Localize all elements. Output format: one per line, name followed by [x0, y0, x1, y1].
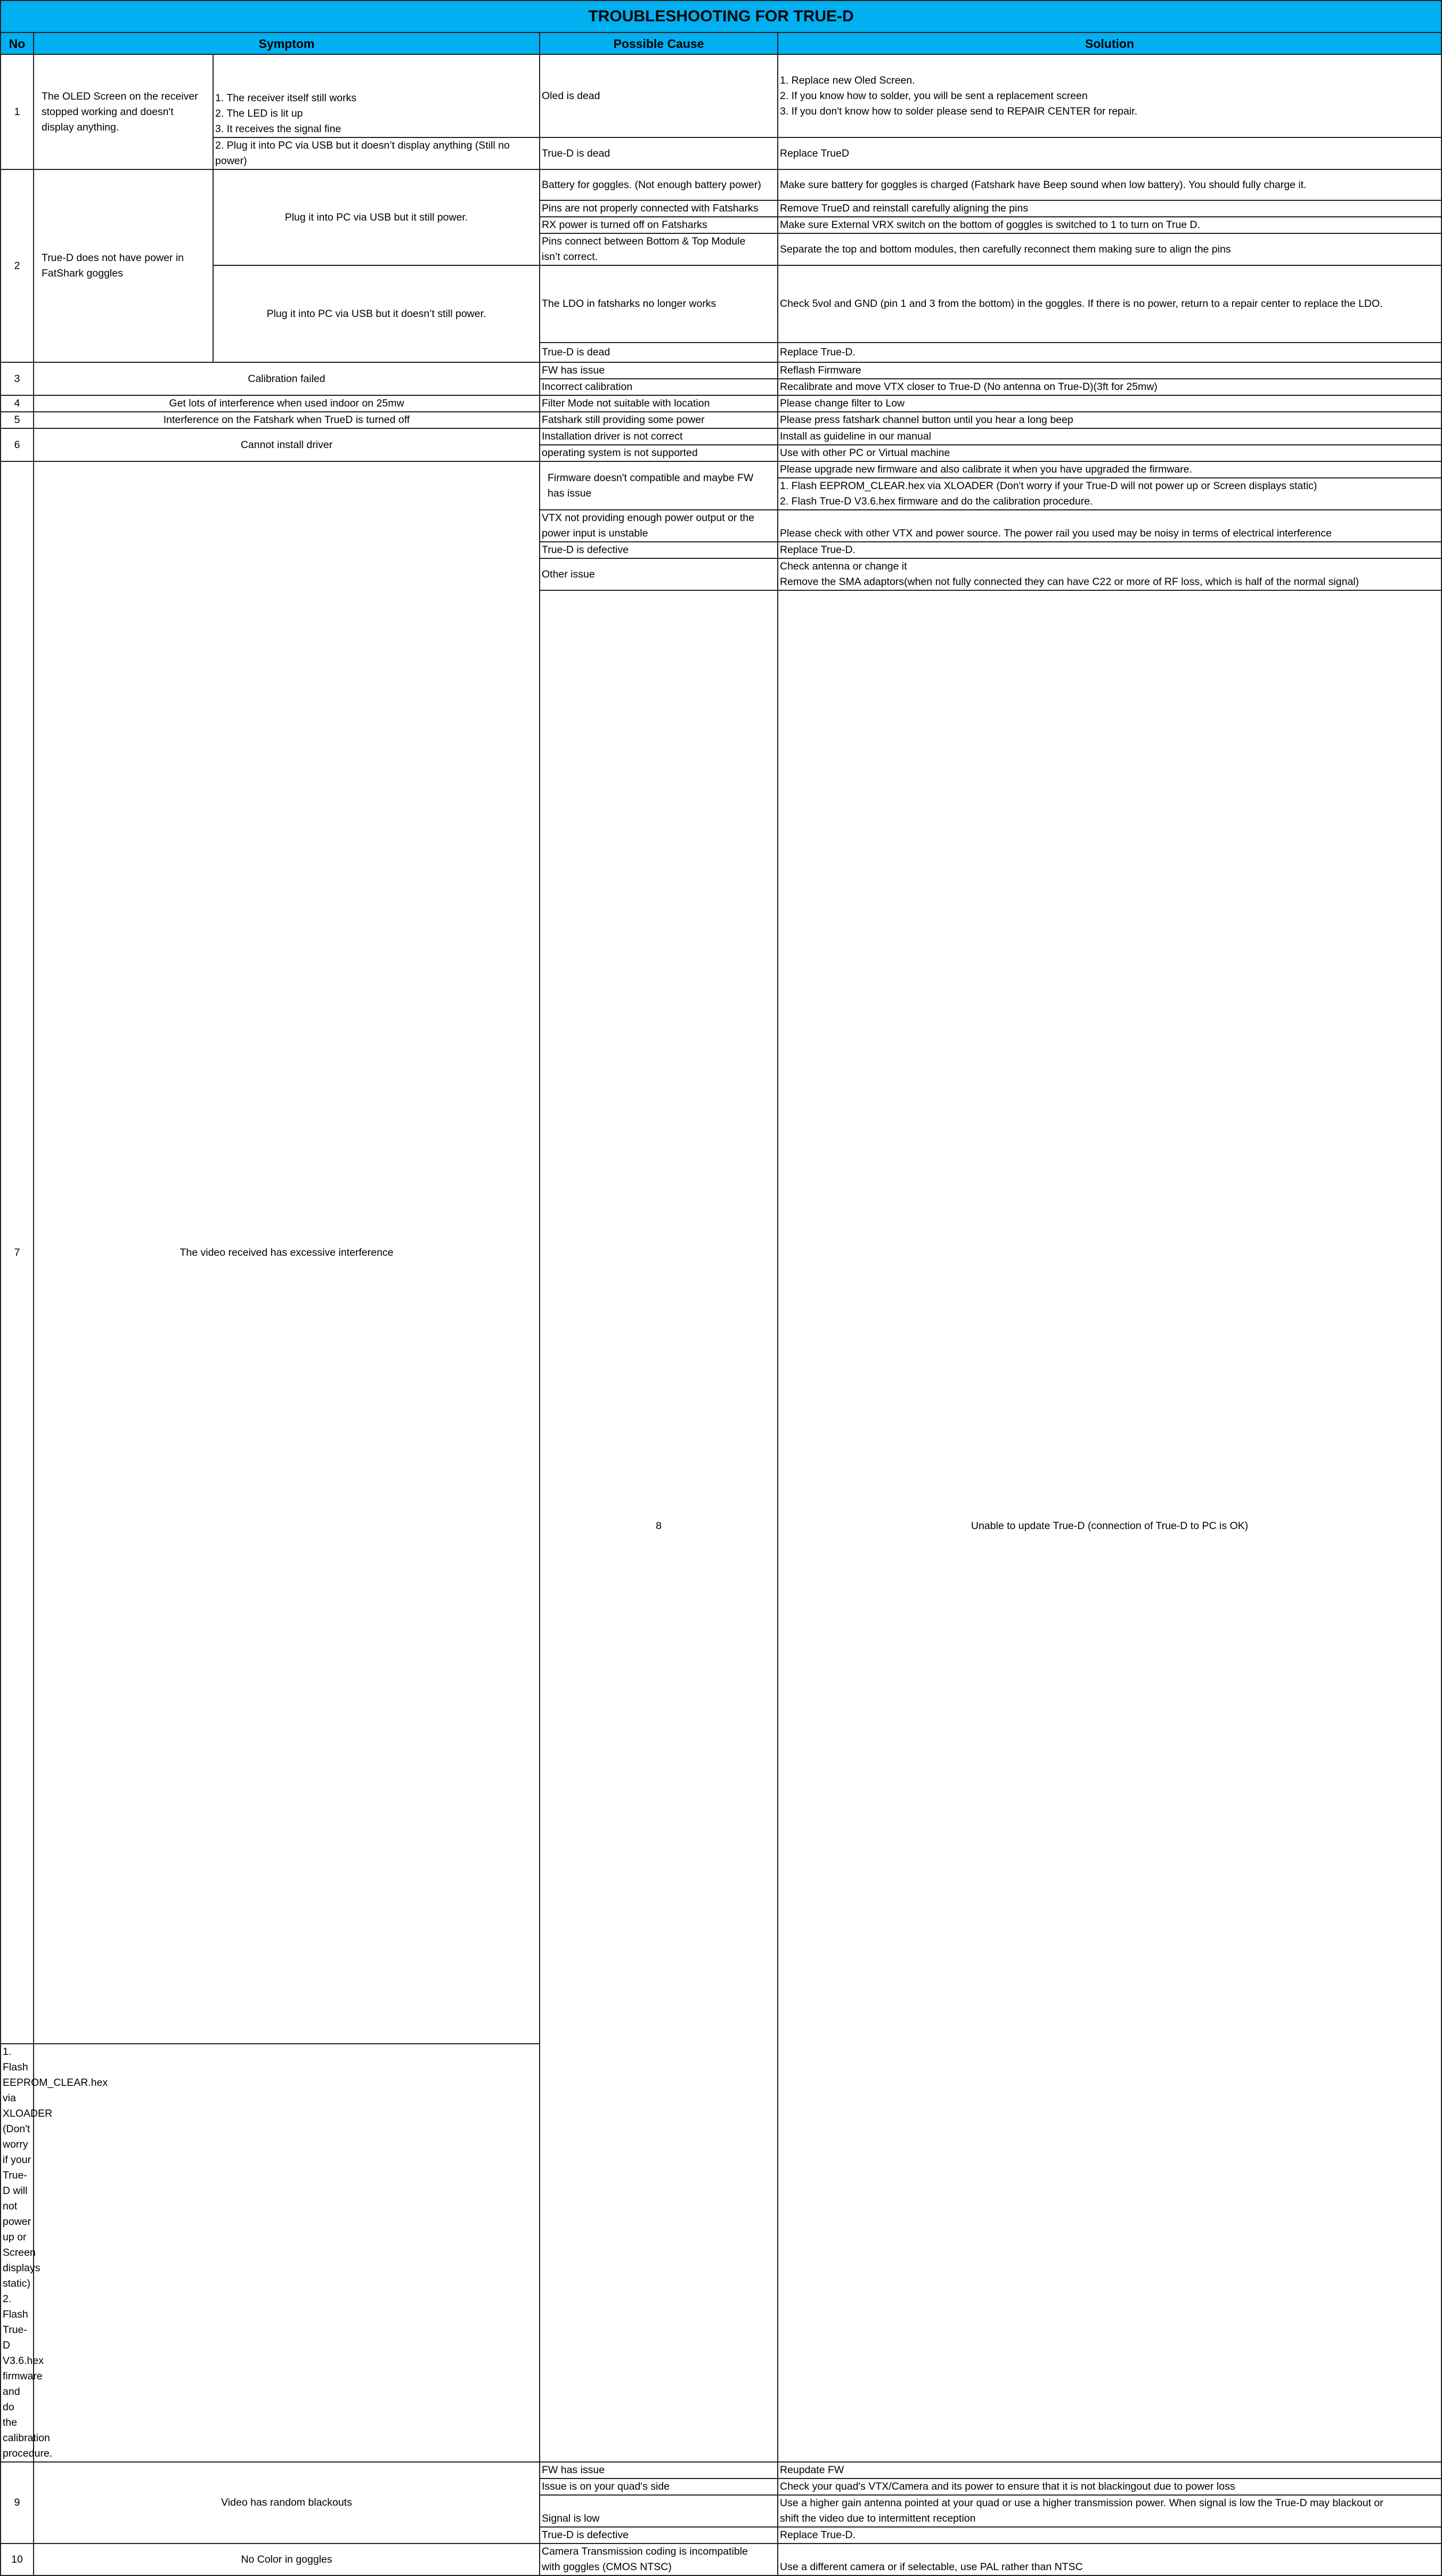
cause-cell: True-D is defective [540, 2527, 778, 2544]
row-number: 4 [1, 395, 34, 412]
cause-cell: Oled is dead [540, 54, 778, 137]
table-row [1, 2544, 1441, 2575]
solution-cell: 1. Flash EEPROM_CLEAR.hex via XLOADER (Don't worry if your True-D will not power up or Screen displays static) 2. Flash True-D V3.6.hex firmware and do the calibration procedure. [778, 478, 1441, 510]
solution-cell: 1. Flash EEPROM_CLEAR.hex via XLOADER (Don't worry if your True-D will not power up or Screen displays static) 2. Flash True-D V3.6.hex firmware and do the calibration procedure. [1, 2044, 34, 2462]
table-row [1, 169, 1441, 200]
header-no: No [1, 32, 34, 54]
cause-cell: Pins are not properly connected with Fatsharks [540, 200, 778, 217]
cause-cell: Signal is low [540, 2495, 778, 2527]
solution-cell: Recalibrate and move VTX closer to True-D (No antenna on True-D)(3ft for 25mw) [778, 379, 1441, 395]
row-number: 7 [1, 461, 34, 2044]
solution-cell: Use a different camera or if selectable, use PAL rather than NTSC [778, 2544, 1441, 2575]
solution-cell: Separate the top and bottom modules, then carefully reconnect them making sure to align the pins [778, 233, 1441, 265]
row-number: 1 [1, 54, 34, 169]
symptom-cell: No Color in goggles [34, 2544, 540, 2575]
page-title: TROUBLESHOOTING FOR TRUE-D [1, 1, 1441, 32]
cause-cell: True-D is dead [540, 137, 778, 169]
cause-cell: FW has issue [540, 2462, 778, 2479]
row-number: 6 [1, 428, 34, 461]
solution-cell: Use with other PC or Virtual machine [778, 445, 1441, 461]
cause-cell: Installation driver is not correct [540, 428, 778, 445]
cause-cell: Camera Transmission coding is incompatible with goggles (CMOS NTSC) [540, 2544, 778, 2575]
table-row [1, 461, 1441, 478]
symptom-cell: True-D does not have power in FatShark goggles [34, 169, 213, 362]
header-cause: Possible Cause [540, 32, 778, 54]
symptom-cell: Get lots of interference when used indoor on 25mw [34, 395, 540, 412]
sub-symptom-cell: Plug it into PC via USB but it still power. [213, 169, 540, 265]
solution-cell: Check antenna or change it Remove the SMA adaptors(when not fully connected they can have C22 or more of RF loss, which is half of the normal signal) [778, 558, 1441, 590]
symptom-cell: Unable to update True-D (connection of True-D to PC is OK) [778, 590, 1441, 2462]
symptom-cell: Calibration failed [34, 362, 540, 395]
row-number: 10 [1, 2544, 34, 2575]
header-row [1, 32, 1441, 54]
table-row [1, 137, 1441, 169]
sub-symptom-cell: 2. Plug it into PC via USB but it doesn’t display anything (Still no power) [213, 137, 540, 169]
solution-cell: Reflash Firmware [778, 362, 1441, 379]
cause-cell: Other issue [540, 558, 778, 590]
solution-cell: Replace True-D. [778, 343, 1441, 362]
solution-cell: Use a higher gain antenna pointed at your quad or use a higher transmission power. When signal is low the True-D may blackout or shift the video due to intermittent reception [778, 2495, 1441, 2527]
solution-cell: Replace True-D. [778, 2527, 1441, 2544]
symptom-cell: Interference on the Fatshark when TrueD is turned off [34, 412, 540, 428]
row-number: 8 [540, 590, 778, 2462]
cause-cell: Incorrect calibration [540, 379, 778, 395]
symptom-cell: Video has random blackouts [34, 2462, 540, 2544]
solution-cell: Reupdate FW [778, 2462, 1441, 2479]
row-number: 9 [1, 2462, 34, 2544]
row-number: 2 [1, 169, 34, 362]
solution-cell: Make sure battery for goggles is charged (Fatshark have Beep sound when low battery). You should fully charge it. [778, 169, 1441, 200]
solution-cell: Check your quad's VTX/Camera and its power to ensure that it is not blackingout due to power loss [778, 2479, 1441, 2495]
solution-cell: Please upgrade new firmware and also calibrate it when you have upgraded the firmware. [778, 461, 1441, 478]
sub-symptom-cell: 1. The receiver itself still works 2. The LED is lit up 3. It receives the signal fine [213, 54, 540, 137]
cause-cell: Battery for goggles. (Not enough battery power) [540, 169, 778, 200]
solution-cell: Make sure External VRX switch on the bottom of goggles is switched to 1 to turn on True D. [778, 217, 1441, 233]
solution-cell: Please check with other VTX and power source. The power rail you used may be noisy in terms of electrical interference [778, 510, 1441, 542]
sub-symptom-cell: Plug it into PC via USB but it doesn’t still power. [213, 265, 540, 362]
table-row [1, 395, 1441, 412]
cause-cell: The LDO in fatsharks no longer works [540, 265, 778, 343]
solution-cell: Replace TrueD [778, 137, 1441, 169]
cause-cell: FW has issue [540, 362, 778, 379]
cause-cell: operating system is not supported [540, 445, 778, 461]
solution-cell: 1. Replace new Oled Screen. 2. If you know how to solder, you will be sent a replacement screen 3. If you don't know how to solder please send to REPAIR CENTER for repair. [778, 54, 1441, 137]
cause-cell: Filter Mode not suitable with location [540, 395, 778, 412]
cause-cell: True-D is dead [540, 343, 778, 362]
row-number: 3 [1, 362, 34, 395]
cause-cell: Firmware doesn't compatible and maybe FW has issue [540, 461, 778, 510]
cause-cell: Issue is on your quad's side [540, 2479, 778, 2495]
cause-cell: RX power is turned off on Fatsharks [540, 217, 778, 233]
solution-cell: Check 5vol and GND (pin 1 and 3 from the bottom) in the goggles. If there is no power, return to a repair center to replace the LDO. [778, 265, 1441, 343]
cause-cell: True-D is defective [540, 542, 778, 558]
solution-cell: Please change filter to Low [778, 395, 1441, 412]
symptom-cell: The video received has excessive interference [34, 461, 540, 2044]
header-solution: Solution [778, 32, 1441, 54]
symptom-cell: Cannot install driver [34, 428, 540, 461]
table-row [1, 54, 1441, 137]
table-row [1, 2462, 1441, 2479]
symptom-cell: The OLED Screen on the receiver stopped working and doesn't display anything. [34, 54, 213, 169]
solution-cell: Replace True-D. [778, 542, 1441, 558]
table-row [1, 412, 1441, 428]
row-number: 5 [1, 412, 34, 428]
solution-cell: Install as guideline in our manual [778, 428, 1441, 445]
cause-cell: VTX not providing enough power output or the power input is unstable [540, 510, 778, 542]
solution-cell: Remove TrueD and reinstall carefully aligning the pins [778, 200, 1441, 217]
table-row [1, 428, 1441, 445]
cause-cell: Pins connect between Bottom & Top Module isn’t correct. [540, 233, 778, 265]
header-symptom: Symptom [34, 32, 540, 54]
table-row [1, 265, 1441, 343]
cause-cell: Fatshark still providing some power [540, 412, 778, 428]
solution-cell: Please press fatshark channel button until you hear a long beep [778, 412, 1441, 428]
table-row [1, 362, 1441, 379]
